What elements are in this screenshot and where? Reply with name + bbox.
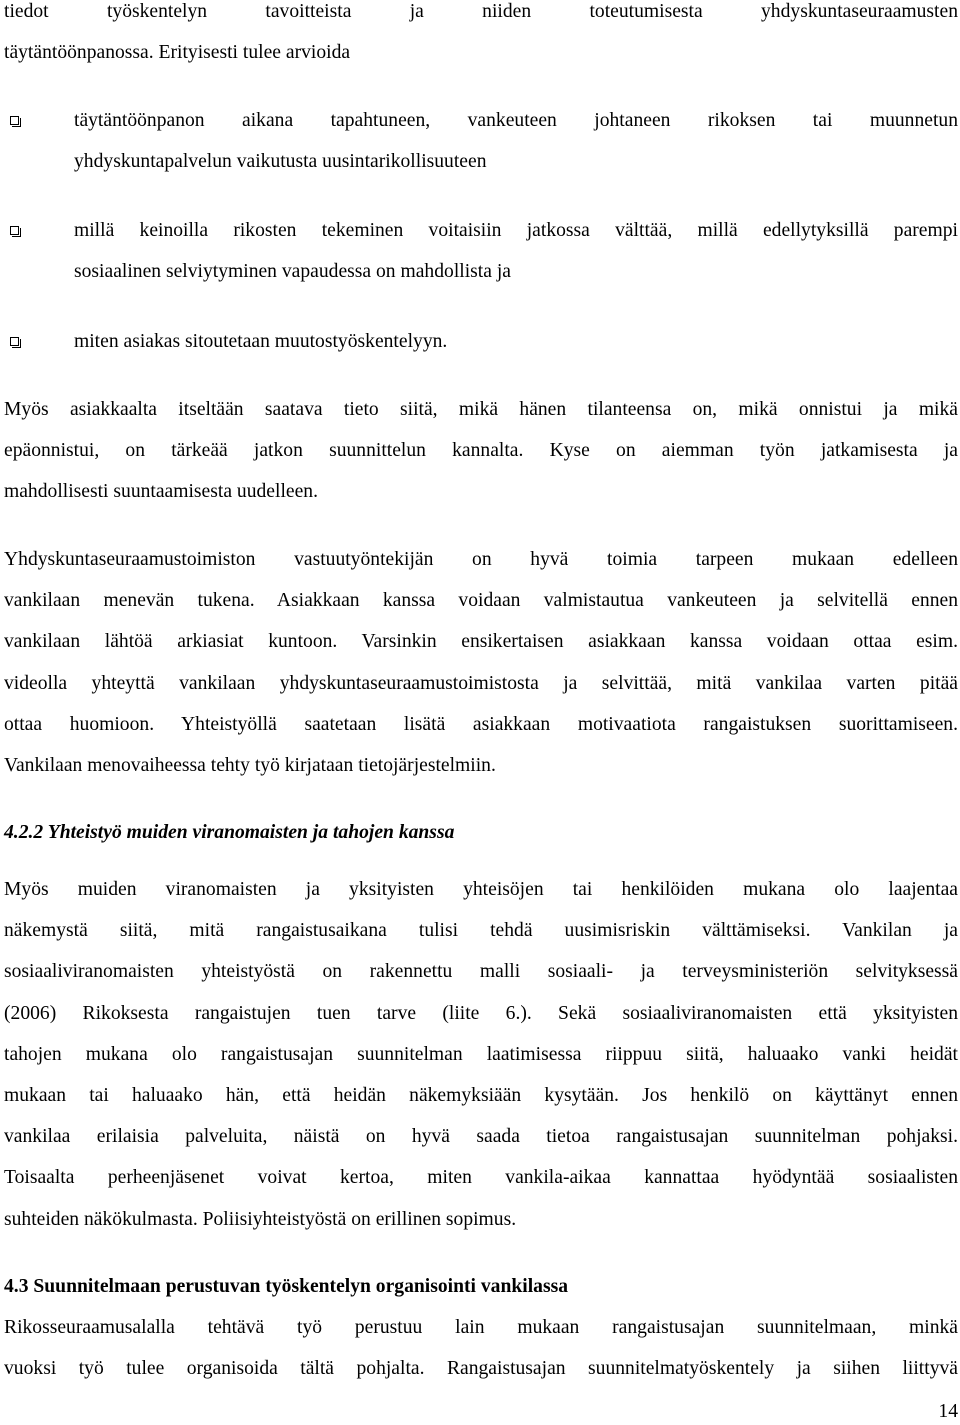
checkbox-bullet-icon (10, 116, 19, 125)
text-line: sosiaalinen selviytyminen vapaudessa on mahdollista ja (74, 261, 511, 283)
text-line: vankilaan menevän tukena. Asiakkaan kanssa voidaan valmistautua vankeuteen ja selvitellä ennen (4, 590, 958, 612)
text-line: millä keinoilla rikosten tekeminen voitaisiin jatkossa välttää, millä edellytyksillä parempi (74, 220, 958, 241)
text-line: sosiaaliviranomaisten yhteistyöstä on rakennettu malli sosiaali- ja terveysministeriön selvityksessä (4, 961, 958, 983)
text-line: vuoksi työ tulee organisoida tältä pohjalta. Rangaistusajan suunnitelmatyöskentely ja siihen liittyvä (4, 1358, 958, 1380)
text-line: videolla yhteyttä vankilaan yhdyskuntaseuraamustoimistosta ja selvittää, mitä vankilaa varten pitää (4, 672, 958, 694)
text-line: täytäntöönpanossa. Erityisesti tulee arvioida (4, 42, 351, 64)
text-line: tahojen mukana olo rangaistusajan suunnitelman laatimisessa riippuu siitä, haluaako vanki heidät (4, 1043, 958, 1065)
text-line: mahdollisesti suuntaamisesta uudelleen. (4, 481, 318, 503)
text-line: yhdyskuntapalvelun vaikutusta uusintarikollisuuteen (74, 151, 487, 173)
text-line: täytäntöönpanon aikana tapahtuneen, vankeuteen johtaneen rikoksen tai muunnetun (74, 110, 958, 131)
text-line: Myös muiden viranomaisten ja yksityisten yhteisöjen tai henkilöiden mukana olo laajentaa (4, 879, 958, 900)
body-paragraph (4, 389, 958, 513)
checkbox-bullet-icon (10, 337, 19, 346)
section-heading: 4.2.2 Yhteistyö muiden viranomaisten ja tahojen kanssa (4, 822, 455, 843)
bullet-text (74, 210, 958, 292)
body-paragraph (4, 539, 958, 786)
text-line: Vankilaan menovaiheessa tehty työ kirjataan tietojärjestelmiin. (4, 754, 496, 776)
page-number: 14 (938, 1401, 958, 1422)
text-line: suhteiden näkökulmasta. Poliisiyhteistyöstä on erillinen sopimus. (4, 1208, 517, 1230)
text-line: vankilaa erilaisia palveluita, näistä on hyvä saada tietoa rangaistusajan suunnitelman pohjaksi. (4, 1126, 958, 1148)
text-line: miten asiakas sitoutetaan muutostyöskentelyyn. (74, 331, 448, 352)
text-line: mukaan tai haluaako hän, että heidän näkemyksiään kysytään. Jos henkilö on käyttänyt ennen (4, 1084, 958, 1106)
body-paragraph (4, 1307, 958, 1389)
text-line: tiedot työskentelyn tavoitteista ja niiden toteutumisesta yhdyskuntaseuraamusten (4, 1, 958, 22)
text-line: Toisaalta perheenjäsenet voivat kertoa, miten vankila-aikaa kannattaa hyödyntää sosiaalisten (4, 1167, 958, 1189)
text-line: epäonnistui, on tärkeää jatkon suunnittelun kannalta. Kyse on aiemman työn jatkamisesta ja (4, 440, 958, 462)
text-line: Rikosseuraamusalalla tehtävä työ perustuu lain mukaan rangaistusajan suunnitelmaan, minkä (4, 1317, 958, 1338)
text-line: näkemystä siitä, mitä rangaistusaikana tulisi tehdä uusimisriskin välttämiseksi. Vankilan ja (4, 920, 958, 942)
section-heading: 4.3 Suunnitelmaan perustuvan työskentelyn organisointi vankilassa (4, 1276, 568, 1297)
checkbox-bullet-icon (10, 226, 19, 235)
text-line: (2006) Rikoksesta rangaistujen tuen tarve (liite 6.). Sekä sosiaaliviranomaisten että yksityisten (4, 1002, 958, 1024)
text-line: ottaa huomioon. Yhteistyöllä saatetaan lisätä asiakkaan motivaatiota rangaistuksen suorittamiseen. (4, 713, 958, 735)
bullet-text (74, 100, 958, 182)
intro-paragraph (4, 0, 958, 73)
body-paragraph (4, 869, 958, 1240)
text-line: Yhdyskuntaseuraamustoimiston vastuutyöntekijän on hyvä toimia tarpeen mukaan edelleen (4, 549, 958, 570)
text-line: vankilaan lähtöä arkiasiat kuntoon. Varsinkin ensikertaisen asiakkaan kanssa voidaan ottaa esim. (4, 631, 958, 653)
text-line: Myös asiakkaalta itseltään saatava tieto siitä, mikä hänen tilanteensa on, mikä onnistui ja mikä (4, 399, 958, 420)
bullet-text (74, 321, 958, 362)
